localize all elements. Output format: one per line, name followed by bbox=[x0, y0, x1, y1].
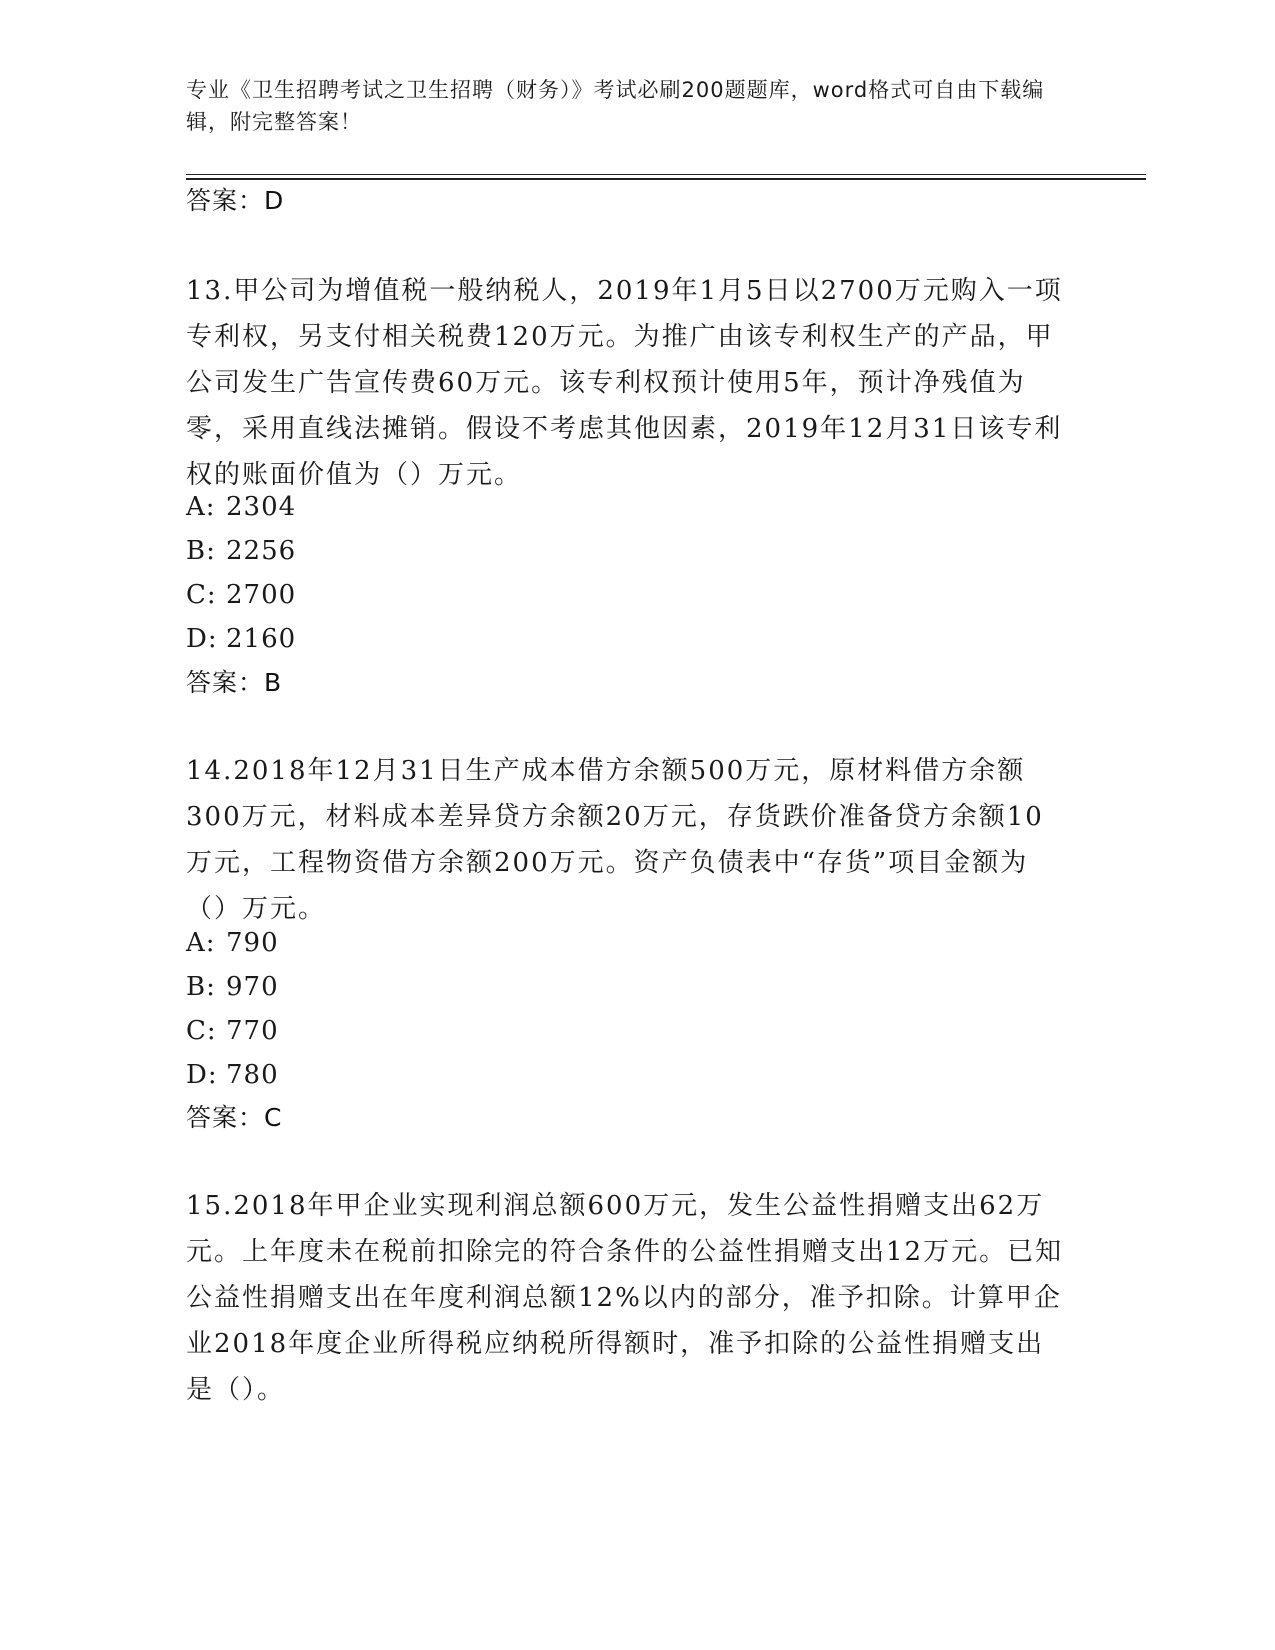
option-value: 2256 bbox=[226, 536, 297, 566]
option-value: 970 bbox=[226, 972, 279, 1002]
option-label: A: bbox=[186, 928, 216, 958]
question-14-answer: 答案：C bbox=[186, 1103, 283, 1132]
header-divider-thick bbox=[186, 178, 1146, 180]
question-14-text: 14.2018年12月31日生产成本借方余额500万元，原材料借方余额300万元，材料成本差异贷方余额20万元，存货跌价准备贷方余额10万元，工程物资借方余额200万元。资产负债表中“存货”项目金额为（）万元。 bbox=[186, 756, 1044, 924]
option-label: D: bbox=[186, 624, 218, 654]
option-label: C: bbox=[186, 580, 217, 610]
option-value: 2304 bbox=[226, 492, 297, 522]
option-value: 2160 bbox=[226, 624, 297, 654]
option-value: 770 bbox=[226, 1016, 279, 1046]
question-14-option-c bbox=[186, 1014, 279, 1048]
option-label: D: bbox=[186, 1060, 218, 1090]
question-13-text: 13.甲公司为增值税一般纳税人，2019年1月5日以2700万元购入一项专利权，另支付相关税费120万元。为推广由该专利权生产的产品，甲公司发生广告宣传费60万元。该专利权预计使用5年，预计净残值为零，采用直线法摊销。假设不考虑其他因素，2019年12月31日该专利权的账面价值为（）万元。 bbox=[186, 276, 1063, 490]
option-value: 790 bbox=[226, 928, 279, 958]
question-15-text: 15.2018年甲企业实现利润总额600万元，发生公益性捐赠支出62万元。上年度未在税前扣除完的符合条件的公益性捐赠支出12万元。已知公益性捐赠支出在年度利润总额12%以内的部分，准予扣除。计算甲企业2018年度企业所得税应纳税所得额时，准予扣除的公益性捐赠支出是（）。 bbox=[186, 1191, 1064, 1405]
option-label: C: bbox=[186, 1016, 217, 1046]
question-14-option-a bbox=[186, 926, 279, 960]
header-divider-thin bbox=[186, 174, 1146, 175]
option-label: B: bbox=[186, 536, 216, 566]
option-value: 2700 bbox=[226, 580, 297, 610]
option-label: B: bbox=[186, 972, 216, 1002]
option-value: 780 bbox=[226, 1060, 279, 1090]
question-13-option-d bbox=[186, 622, 296, 656]
option-label: A: bbox=[186, 492, 216, 522]
page-header: 专业《卫生招聘考试之卫生招聘（财务）》考试必刷200题题库，word格式可自由下载编辑，附完整答案！ bbox=[186, 78, 1045, 134]
previous-answer: 答案：D bbox=[186, 186, 285, 215]
question-13-option-a bbox=[186, 490, 296, 524]
question-13-answer: 答案：B bbox=[186, 668, 283, 697]
question-13-option-c bbox=[186, 578, 296, 612]
question-13-option-b bbox=[186, 534, 296, 568]
question-14-option-d bbox=[186, 1058, 279, 1092]
question-14-option-b bbox=[186, 970, 279, 1004]
